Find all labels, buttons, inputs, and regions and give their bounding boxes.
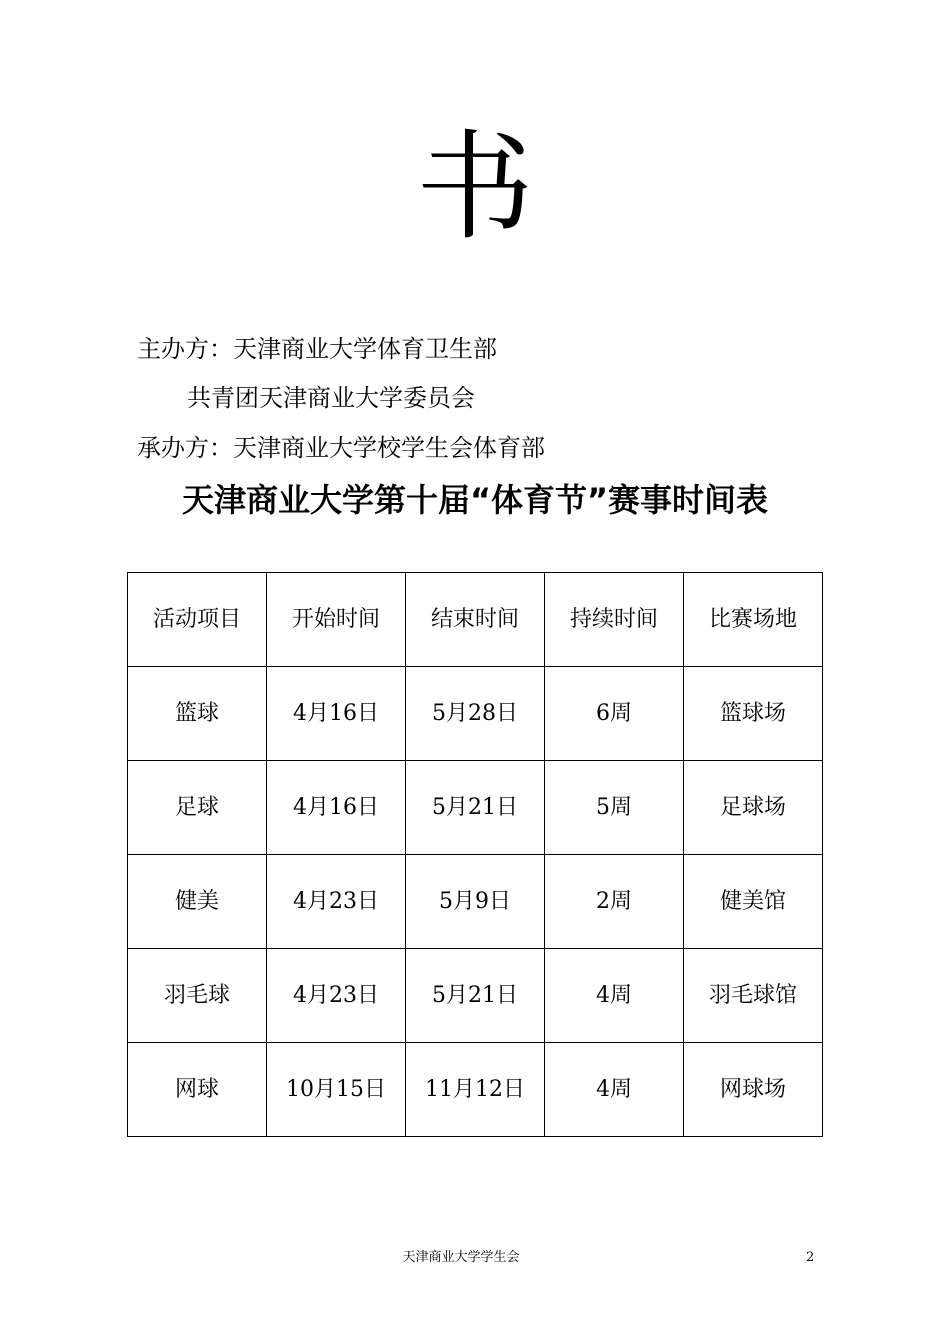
cell-duration: 4周 (545, 949, 684, 1043)
cell-event: 羽毛球 (128, 949, 267, 1043)
page-number: 2 (806, 1250, 815, 1265)
cell-end: 11月12日 (406, 1043, 545, 1137)
cell-event: 健美 (128, 855, 267, 949)
header-cell-duration: 持续时间 (545, 573, 684, 667)
cell-venue: 网球场 (684, 1043, 823, 1137)
cell-venue: 健美馆 (684, 855, 823, 949)
header-cell-event: 活动项目 (128, 573, 267, 667)
cell-end: 5月21日 (406, 949, 545, 1043)
schedule-title: 天津商业大学第十届“体育节”赛事时间表 (181, 481, 769, 519)
schedule-table (127, 572, 823, 1137)
organizer-line-host: 主办方：天津商业大学体育卫生部 (137, 335, 497, 363)
header-cell-start: 开始时间 (267, 573, 406, 667)
cell-venue: 足球场 (684, 761, 823, 855)
table-row (128, 949, 823, 1043)
cell-end: 5月28日 (406, 667, 545, 761)
header-cell-venue: 比赛场地 (684, 573, 823, 667)
cell-start: 4月16日 (267, 761, 406, 855)
cell-duration: 2周 (545, 855, 684, 949)
organizer-line-undertaker: 承办方：天津商业大学校学生会体育部 (137, 434, 545, 462)
table-row (128, 855, 823, 949)
cell-venue: 篮球场 (684, 667, 823, 761)
cell-duration: 5周 (545, 761, 684, 855)
cell-start: 4月23日 (267, 949, 406, 1043)
table-row (128, 761, 823, 855)
table-header-row (128, 573, 823, 667)
table-row (128, 667, 823, 761)
cell-duration: 4周 (545, 1043, 684, 1137)
cell-event: 篮球 (128, 667, 267, 761)
cell-end: 5月9日 (406, 855, 545, 949)
cell-start: 4月23日 (267, 855, 406, 949)
table-row (128, 1043, 823, 1137)
footer-organization: 天津商业大学学生会 (402, 1250, 520, 1265)
cell-event: 足球 (128, 761, 267, 855)
cell-venue: 羽毛球馆 (684, 949, 823, 1043)
header-cell-end: 结束时间 (406, 573, 545, 667)
cell-duration: 6周 (545, 667, 684, 761)
heading-character: 书 (415, 118, 534, 256)
cell-end: 5月21日 (406, 761, 545, 855)
cell-event: 网球 (128, 1043, 267, 1137)
cell-start: 10月15日 (267, 1043, 406, 1137)
organizer-line-co-host: 共青团天津商业大学委员会 (187, 384, 475, 412)
cell-start: 4月16日 (267, 667, 406, 761)
